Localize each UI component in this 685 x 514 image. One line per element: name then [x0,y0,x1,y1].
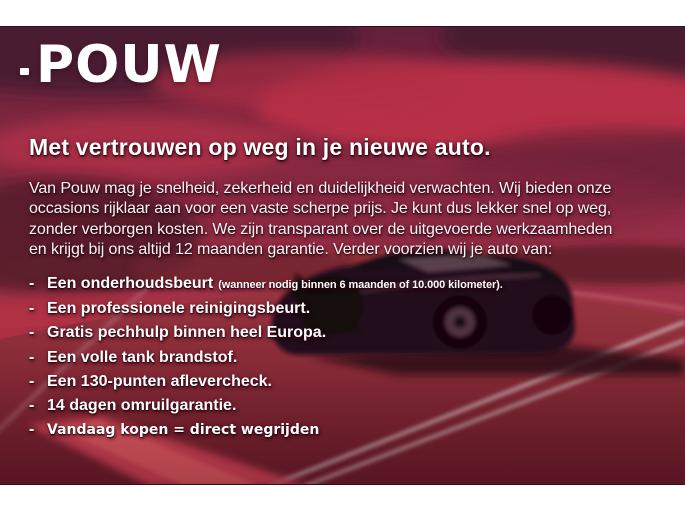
benefit-text: Een volle tank brandstof. [47,348,238,366]
bottom-white-bar [0,485,685,514]
logo-dot-icon [20,68,29,75]
benefit-text: Gratis pechhulp binnen heel Europa. [47,324,327,342]
list-item [29,321,503,345]
brand-logo-text: POUW [36,35,222,95]
list-item [29,418,503,442]
benefit-text: 14 dagen omruilgarantie. [47,397,237,415]
list-item [29,394,503,418]
bullet-marker: - [29,324,35,342]
bullet-marker: - [29,372,35,390]
intro-line: Van Pouw mag je snelheid, zekerheid en duidelijkheid verwachten. Wij bieden onze [29,180,612,197]
bullet-marker: - [29,397,35,415]
intro-line: zonder verborgen kosten. We zijn transparant over de uitgevoerde werkzaamheden [29,220,613,238]
list-item [29,346,503,370]
intro-paragraph [29,179,612,261]
list-item [29,297,503,321]
photo-area [0,26,685,485]
brand-logo [20,35,222,95]
bullet-marker: - [29,348,35,366]
benefit-text: Een onderhoudsbeurt [47,275,214,292]
benefits-list [29,272,503,442]
bullet-marker: - [29,275,35,292]
list-item [29,370,503,394]
page-title: Met vertrouwen op weg in je nieuwe auto. [29,134,491,160]
bullet-marker: - [29,300,35,318]
intro-line: en krijgt bij ons altijd 12 maanden garantie. Verder voorzien wij je auto van: [29,241,553,259]
photo-overlay-content [0,27,685,485]
benefit-text: Een professionele reinigingsbeurt. [47,300,311,318]
list-item [29,272,503,297]
benefit-note: (wanneer nodig binnen 6 maanden of 10.000 kilometer). [218,279,503,291]
bullet-marker: - [29,421,35,439]
benefit-text: Vandaag kopen = direct wegrijden [47,422,320,439]
intro-line: occasions rijklaar aan voor een vaste scherpe prijs. Je kunt dus lekker snel op weg, [29,200,612,218]
top-white-bar [0,0,685,26]
benefit-text: Een 130-punten aflevercheck. [47,372,272,390]
